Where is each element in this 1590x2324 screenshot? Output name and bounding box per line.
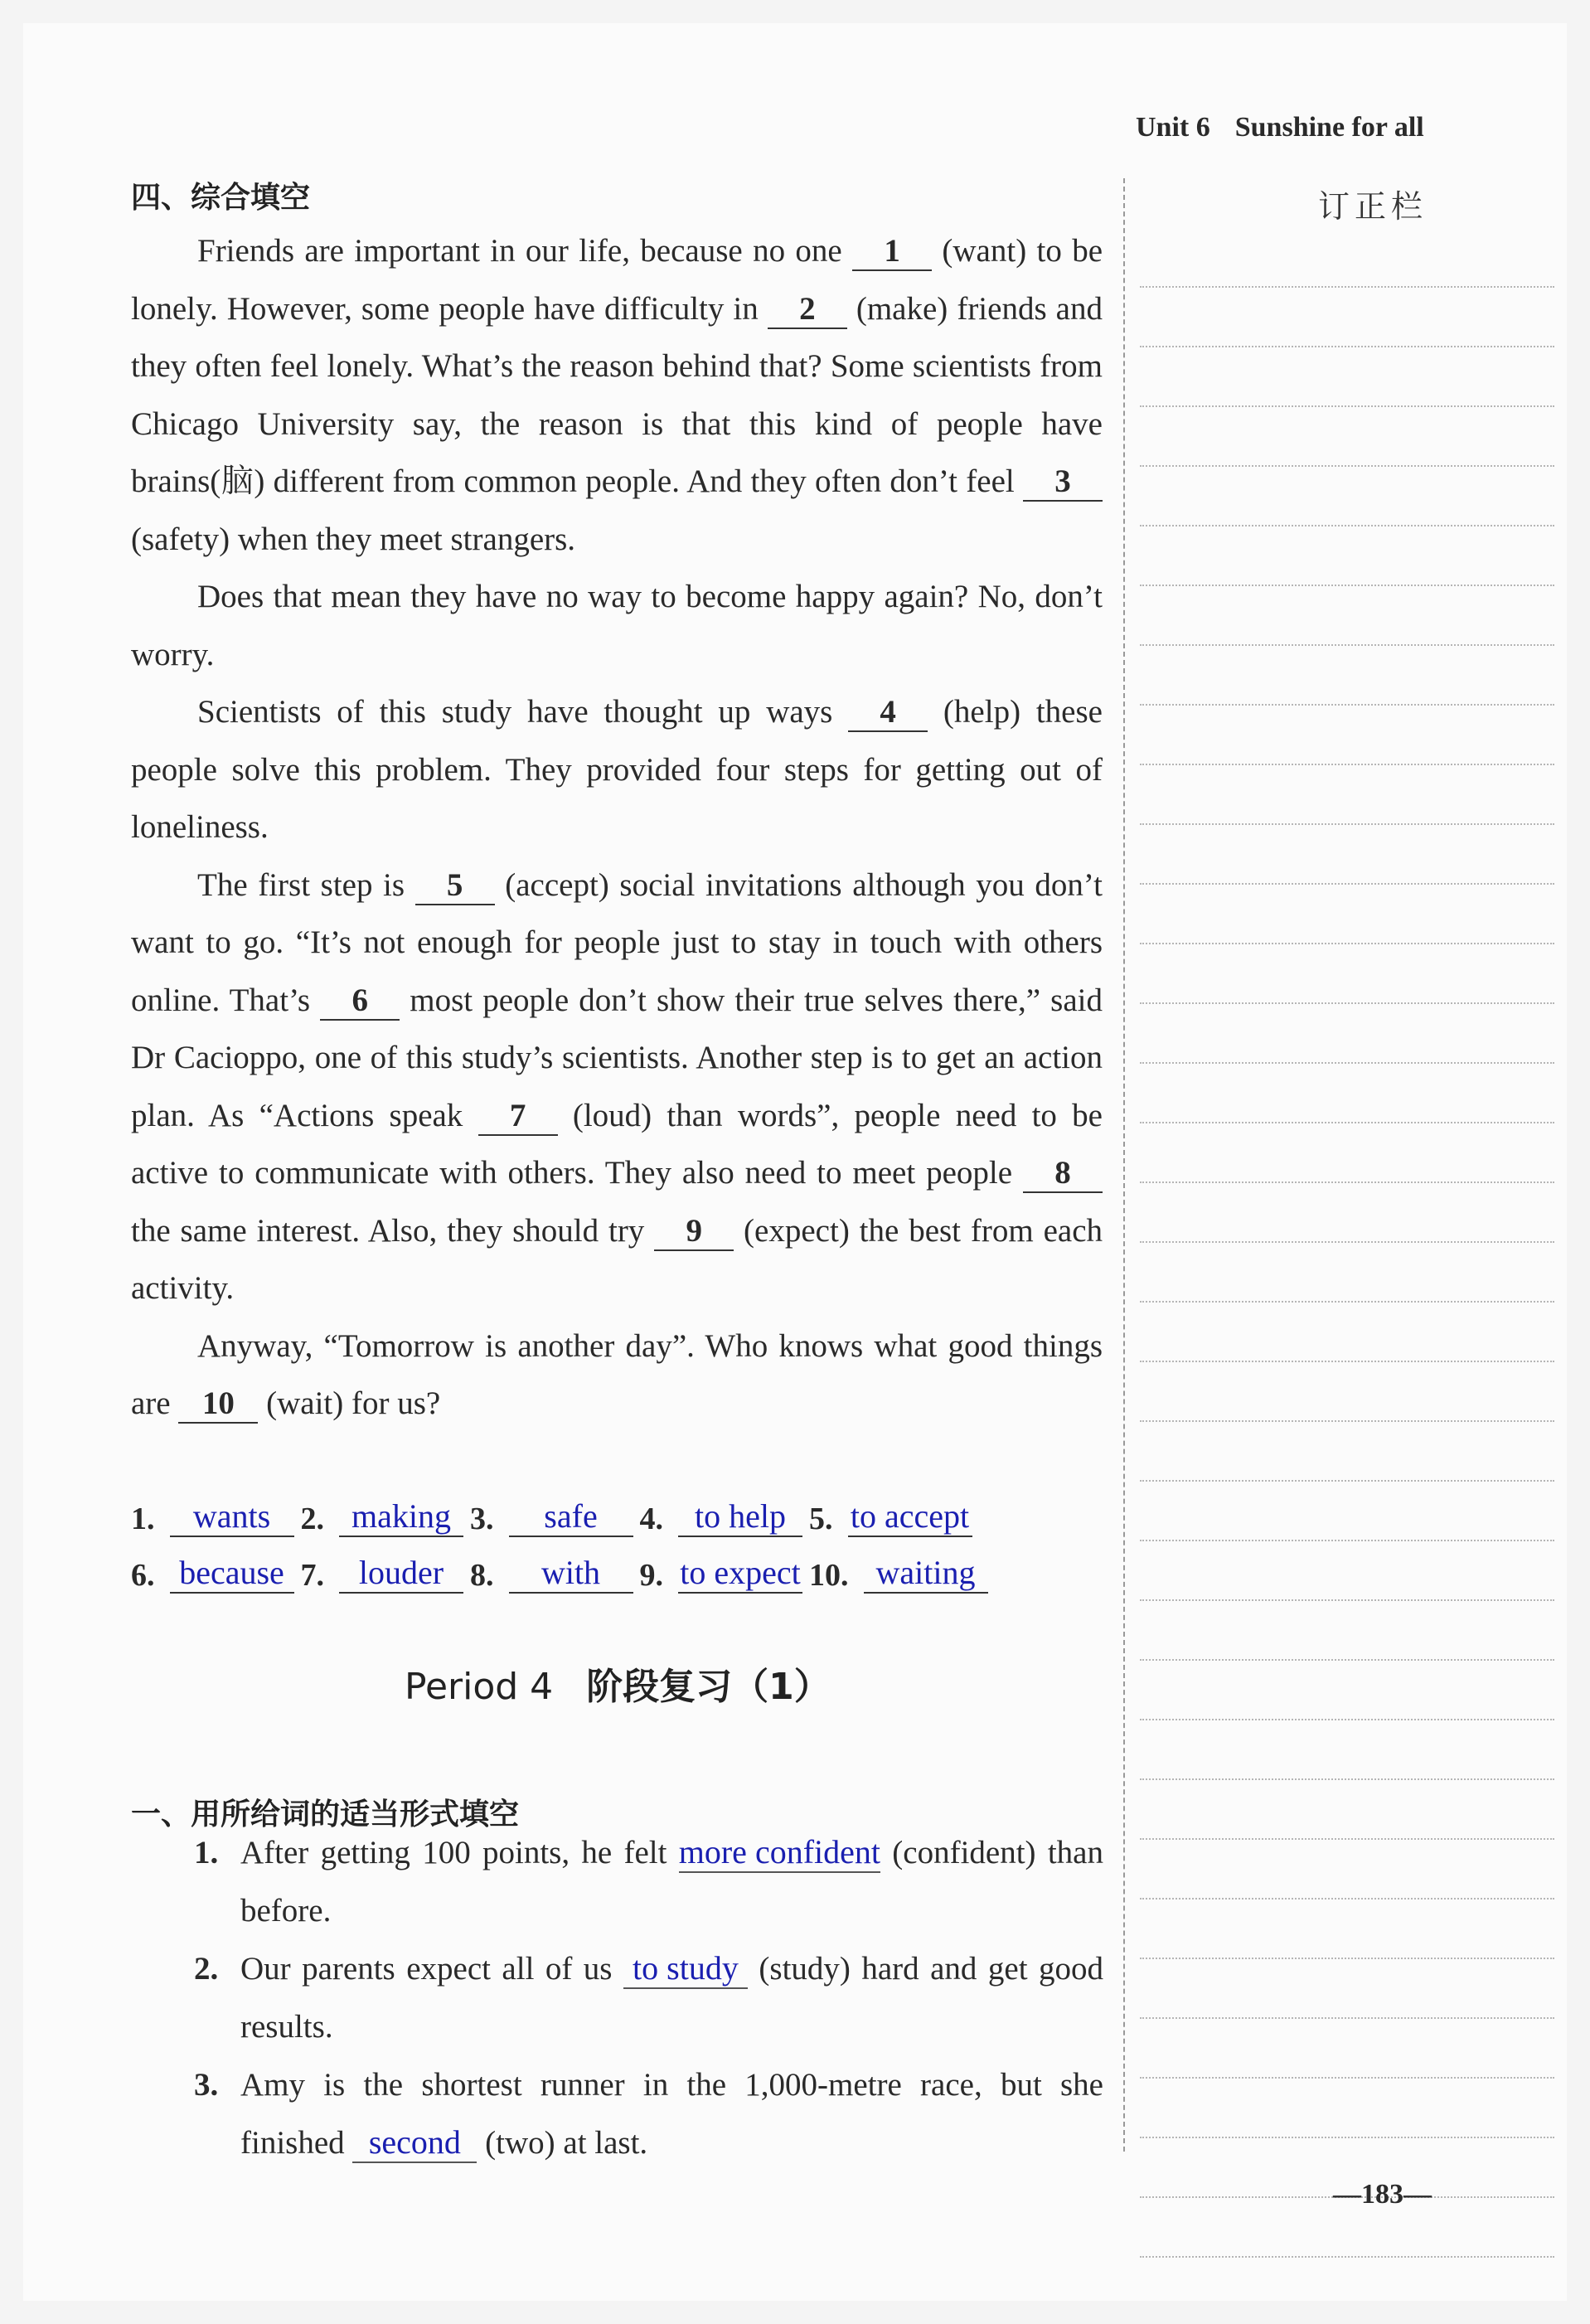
correction-line bbox=[1140, 1122, 1554, 1123]
passage-paragraph bbox=[131, 856, 1103, 1317]
unit-title: Sunshine for all bbox=[1234, 112, 1424, 143]
correction-line bbox=[1140, 2077, 1554, 2079]
exercise-text: (study) hard and get good results. bbox=[240, 1951, 1103, 2045]
passage-text: (help) these people solve this problem. They provided four steps for getting out of loneliness. bbox=[131, 694, 1103, 845]
exercise-text: (two) at last. bbox=[477, 2125, 648, 2161]
passage-text: (loud) than words”, people need to be active to communicate with others. They also need to meet people bbox=[131, 1097, 1103, 1191]
passage-text: (want) to be lonely. However, some people have difficulty in bbox=[131, 233, 1103, 327]
section4-title: 四、综合填空 bbox=[131, 181, 311, 215]
handwritten-answer: because bbox=[170, 1554, 294, 1594]
period-label: Period 4 bbox=[405, 1666, 554, 1708]
handwritten-answer: with bbox=[509, 1554, 633, 1594]
answer-cell bbox=[301, 1497, 464, 1537]
passage-paragraph bbox=[131, 1317, 1103, 1433]
exercise-text: After getting 100 points, he felt bbox=[240, 1835, 679, 1870]
passage-text: (make) friends and they often feel lonely. What’s the reason behind that? Some scientists from Chicago University say, the reason is that this kind of people have brains(脑) different from common people. And they often don’t feel bbox=[131, 290, 1103, 499]
section1-title: 一、用所给词的适当形式填空 bbox=[131, 1798, 520, 1832]
answer-cell bbox=[809, 1497, 972, 1537]
correction-line bbox=[1140, 465, 1554, 467]
correction-line bbox=[1140, 525, 1554, 526]
correction-line bbox=[1140, 1241, 1554, 1243]
blank-8: 8 bbox=[1023, 1155, 1103, 1193]
column-divider bbox=[1123, 178, 1125, 2152]
correction-line bbox=[1140, 1420, 1554, 1422]
answer-row bbox=[131, 1537, 1109, 1594]
answer-row bbox=[131, 1481, 1109, 1537]
passage-text: the same interest. Also, they should try bbox=[131, 1212, 655, 1249]
page-number: —183— bbox=[1333, 2179, 1432, 2210]
correction-line bbox=[1140, 704, 1554, 706]
correction-line bbox=[1140, 823, 1554, 825]
answer-cell bbox=[301, 1554, 464, 1594]
correction-line bbox=[1140, 585, 1554, 586]
handwritten-answer: safe bbox=[509, 1497, 633, 1537]
correction-line bbox=[1140, 1838, 1554, 1840]
passage-text: (expect) the best from each activity. bbox=[131, 1212, 1103, 1306]
correction-line bbox=[1140, 644, 1554, 646]
blank-9: 9 bbox=[654, 1213, 734, 1251]
passage-text: Anyway, “Tomorrow is another day”. Who knows what good things are bbox=[131, 1327, 1103, 1421]
correction-line bbox=[1140, 1002, 1554, 1004]
blank-1: 1 bbox=[852, 233, 932, 271]
exercise-number: 2. bbox=[194, 1951, 219, 1987]
correction-line bbox=[1140, 2256, 1554, 2258]
exercise-item bbox=[196, 1824, 1103, 1940]
answer-number: 1. bbox=[131, 1502, 155, 1536]
answer-number: 9. bbox=[639, 1558, 663, 1593]
passage-text: Friends are important in our life, because no one bbox=[197, 233, 853, 269]
answer-number: 5. bbox=[809, 1502, 833, 1536]
answer-number: 6. bbox=[131, 1558, 155, 1593]
passage-paragraph bbox=[131, 568, 1103, 683]
handwritten-answer: to study bbox=[623, 1949, 748, 1989]
correction-line bbox=[1140, 1062, 1554, 1064]
correction-line bbox=[1140, 346, 1554, 347]
exercise-text: Amy is the shortest runner in the 1,000-metre race, but she finished bbox=[240, 2067, 1103, 2161]
correction-line bbox=[1140, 1540, 1554, 1541]
correction-line bbox=[1140, 286, 1554, 288]
handwritten-answer: wants bbox=[170, 1497, 294, 1537]
answer-number: 8. bbox=[470, 1558, 494, 1593]
blank-6: 6 bbox=[320, 982, 400, 1021]
exercise-text: (confident) than before. bbox=[240, 1835, 1103, 1929]
page-header bbox=[1136, 112, 1424, 143]
passage-text: Does that mean they have no way to become happy again? No, don’t worry. bbox=[131, 579, 1103, 672]
passage-text: (safety) when they meet strangers. bbox=[131, 521, 576, 557]
answer-number: 2. bbox=[300, 1502, 324, 1536]
answer-cell bbox=[470, 1554, 633, 1594]
exercise-item bbox=[196, 2056, 1103, 2172]
exercise-item bbox=[196, 1940, 1103, 2056]
blank-3: 3 bbox=[1023, 463, 1103, 502]
passage-paragraph bbox=[131, 222, 1103, 568]
correction-line bbox=[1140, 1181, 1554, 1183]
correction-line bbox=[1140, 1480, 1554, 1482]
passage-text: (wait) for us? bbox=[258, 1385, 441, 1421]
passage-text: (accept) social invitations although you don’t want to go. “It’s not enough for people just to stay in touch with others online. That’s bbox=[131, 866, 1103, 1018]
correction-line bbox=[1140, 764, 1554, 765]
passage-paragraph bbox=[131, 683, 1103, 856]
handwritten-answer: more confident bbox=[679, 1833, 880, 1873]
answer-cell bbox=[640, 1497, 803, 1537]
handwritten-answer: waiting bbox=[864, 1554, 988, 1594]
correction-line bbox=[1140, 2137, 1554, 2138]
correction-line bbox=[1140, 1958, 1554, 1959]
period-heading bbox=[405, 1657, 831, 1710]
blank-7: 7 bbox=[478, 1098, 558, 1136]
handwritten-answer: to accept bbox=[848, 1497, 972, 1537]
correction-line bbox=[1140, 2017, 1554, 2019]
answer-number: 3. bbox=[470, 1502, 494, 1536]
correction-column-label: 订正栏 bbox=[1318, 188, 1428, 225]
answer-cell bbox=[640, 1554, 803, 1594]
passage-text: Scientists of this study have thought up ways bbox=[197, 694, 849, 730]
correction-line bbox=[1140, 1898, 1554, 1899]
blank-10: 10 bbox=[178, 1385, 258, 1424]
cloze-passage bbox=[131, 222, 1103, 1433]
answer-number: 4. bbox=[639, 1502, 663, 1536]
blank-4: 4 bbox=[848, 694, 928, 732]
handwritten-answer: second bbox=[352, 2123, 477, 2163]
exercise-number: 1. bbox=[194, 1835, 219, 1870]
exercise-text: Our parents expect all of us bbox=[240, 1951, 623, 1987]
answer-cell bbox=[470, 1497, 633, 1537]
answer-cell bbox=[131, 1497, 294, 1537]
answer-number: 7. bbox=[300, 1558, 324, 1593]
answer-cell bbox=[809, 1554, 988, 1594]
handwritten-answer: to expect bbox=[678, 1554, 802, 1594]
answer-grid bbox=[131, 1481, 1109, 1594]
period-title: 阶段复习（1） bbox=[586, 1666, 831, 1708]
correction-line bbox=[1140, 1659, 1554, 1661]
correction-line bbox=[1140, 1361, 1554, 1362]
answer-number: 10. bbox=[809, 1558, 849, 1593]
passage-text: The first step is bbox=[197, 866, 415, 903]
correction-line bbox=[1140, 1719, 1554, 1720]
correction-line bbox=[1140, 1599, 1554, 1601]
correction-line bbox=[1140, 1301, 1554, 1303]
handwritten-answer: louder bbox=[339, 1554, 463, 1594]
unit-label: Unit 6 bbox=[1136, 112, 1210, 143]
blank-5: 5 bbox=[415, 867, 495, 905]
exercise-number: 3. bbox=[194, 2067, 219, 2103]
passage-text: most people don’t show their true selves there,” said Dr Cacioppo, one of this study’s scientists. Another step is to get an action plan. As “Actions speak bbox=[131, 982, 1103, 1133]
answer-cell bbox=[131, 1554, 294, 1594]
handwritten-answer: making bbox=[339, 1497, 463, 1537]
correction-line bbox=[1140, 1778, 1554, 1780]
blank-2: 2 bbox=[768, 291, 847, 329]
handwritten-answer: to help bbox=[678, 1497, 802, 1537]
correction-line bbox=[1140, 883, 1554, 885]
correction-line bbox=[1140, 943, 1554, 944]
correction-line bbox=[1140, 405, 1554, 407]
